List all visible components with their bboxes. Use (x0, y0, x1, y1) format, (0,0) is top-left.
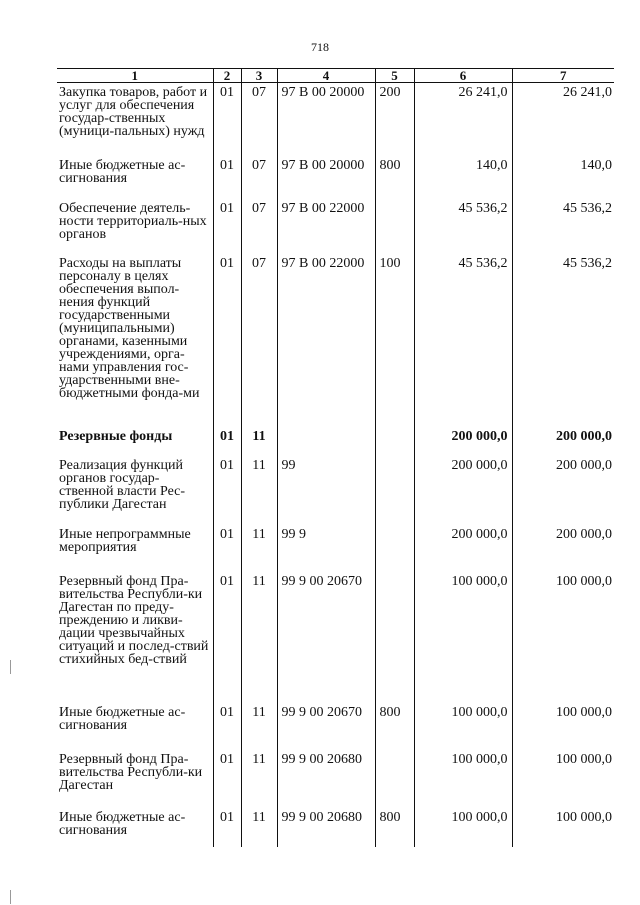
row-expense-type (375, 750, 414, 808)
table-row (57, 750, 614, 808)
row-amount-2: 100 000,0 (512, 572, 614, 703)
row-section: 01 (213, 254, 241, 427)
row-expense-type: 800 (375, 156, 414, 199)
header-col-6: 6 (414, 69, 512, 83)
row-subsection: 07 (241, 199, 277, 254)
header-col-7: 7 (512, 69, 614, 83)
row-amount-2: 26 241,0 (512, 83, 614, 157)
row-amount-2: 45 536,2 (512, 199, 614, 254)
row-amount-1: 100 000,0 (414, 808, 512, 847)
row-subsection: 07 (241, 254, 277, 427)
row-target-article: 99 9 00 20680 (277, 808, 375, 847)
table-row (57, 808, 614, 847)
row-section: 01 (213, 199, 241, 254)
row-subsection: 11 (241, 703, 277, 750)
margin-mark (10, 660, 11, 674)
row-subsection: 11 (241, 427, 277, 456)
row-name: Резервный фонд Пра-вительства Республи-ки Дагестан (59, 752, 203, 793)
row-subsection: 07 (241, 83, 277, 157)
table-row (57, 456, 614, 525)
table-row (57, 199, 614, 254)
row-section: 01 (213, 156, 241, 199)
row-amount-1: 100 000,0 (414, 572, 512, 703)
row-amount-2: 200 000,0 (512, 525, 614, 572)
row-expense-type: 800 (375, 703, 414, 750)
row-target-article: 99 9 (277, 525, 375, 572)
row-subsection: 11 (241, 572, 277, 703)
row-amount-2: 100 000,0 (512, 750, 614, 808)
row-target-article: 97 В 00 22000 (277, 254, 375, 427)
row-amount-2: 100 000,0 (512, 808, 614, 847)
row-name: Иные бюджетные ас-сигнования (59, 705, 186, 733)
row-expense-type: 800 (375, 808, 414, 847)
table-row (57, 572, 614, 703)
row-expense-type (375, 525, 414, 572)
row-amount-1: 140,0 (414, 156, 512, 199)
row-name: Резервные фонды (59, 429, 173, 444)
budget-table (57, 68, 614, 847)
page-number: 718 (311, 40, 329, 54)
row-amount-1: 100 000,0 (414, 750, 512, 808)
row-expense-type (375, 456, 414, 525)
table-row (57, 525, 614, 572)
row-expense-type: 200 (375, 83, 414, 157)
row-amount-1: 200 000,0 (414, 456, 512, 525)
row-amount-1: 45 536,2 (414, 254, 512, 427)
row-amount-2: 100 000,0 (512, 703, 614, 750)
row-section: 01 (213, 703, 241, 750)
row-target-article (277, 427, 375, 456)
header-col-3: 3 (241, 69, 277, 83)
row-name: Резервный фонд Пра-вительства Республи-ки Дагестан по преду-преждению и ликви-дации чрезвычайных ситуаций и послед-ствий стихийных бед-ствий (59, 574, 209, 667)
row-section: 01 (213, 83, 241, 157)
row-target-article: 99 9 00 20670 (277, 572, 375, 703)
row-subsection: 11 (241, 525, 277, 572)
row-section: 01 (213, 427, 241, 456)
row-amount-2: 140,0 (512, 156, 614, 199)
row-subsection: 07 (241, 156, 277, 199)
row-section: 01 (213, 456, 241, 525)
row-expense-type (375, 572, 414, 703)
row-name: Обеспечение деятель-ности территориаль-ных органов (59, 201, 207, 242)
row-target-article: 99 9 00 20670 (277, 703, 375, 750)
header-col-2: 2 (213, 69, 241, 83)
row-name: Закупка товаров, работ и услуг для обеспечения государ-ственных (муници-пальных) нужд (59, 85, 208, 139)
row-amount-1: 45 536,2 (414, 199, 512, 254)
row-section: 01 (213, 808, 241, 847)
row-name: Иные бюджетные ас-сигнования (59, 158, 186, 186)
row-target-article: 97 В 00 20000 (277, 156, 375, 199)
row-expense-type: 100 (375, 254, 414, 427)
row-subsection: 11 (241, 808, 277, 847)
row-amount-1: 26 241,0 (414, 83, 512, 157)
row-target-article: 97 В 00 20000 (277, 83, 375, 157)
row-amount-2: 200 000,0 (512, 427, 614, 456)
table-header-row (57, 69, 614, 83)
row-amount-2: 45 536,2 (512, 254, 614, 427)
row-subsection: 11 (241, 750, 277, 808)
row-amount-2: 200 000,0 (512, 456, 614, 525)
header-col-4: 4 (277, 69, 375, 83)
table-row (57, 83, 614, 157)
row-expense-type (375, 199, 414, 254)
row-target-article: 99 9 00 20680 (277, 750, 375, 808)
row-name: Иные бюджетные ас-сигнования (59, 810, 186, 838)
row-expense-type (375, 427, 414, 456)
row-name: Расходы на выплаты персоналу в целях обеспечения выпол-нения функций государственными (муниципальными) органами, казенными учреждениями, орга-нами управления гос-ударственными вне-бюджетными фонда-ми (59, 256, 200, 401)
row-section: 01 (213, 750, 241, 808)
table-row (57, 156, 614, 199)
table-row (57, 254, 614, 427)
header-col-1: 1 (57, 69, 213, 83)
header-col-5: 5 (375, 69, 414, 83)
row-section: 01 (213, 572, 241, 703)
row-amount-1: 200 000,0 (414, 427, 512, 456)
table-row (57, 703, 614, 750)
row-target-article: 97 В 00 22000 (277, 199, 375, 254)
row-name: Иные непрограммные мероприятия (59, 527, 191, 555)
row-amount-1: 100 000,0 (414, 703, 512, 750)
row-subsection: 11 (241, 456, 277, 525)
table-row (57, 427, 614, 456)
row-target-article: 99 (277, 456, 375, 525)
margin-mark (10, 890, 11, 904)
row-section: 01 (213, 525, 241, 572)
row-name: Реализация функций органов государ-ственной власти Рес-публики Дагестан (59, 458, 186, 512)
row-amount-1: 200 000,0 (414, 525, 512, 572)
